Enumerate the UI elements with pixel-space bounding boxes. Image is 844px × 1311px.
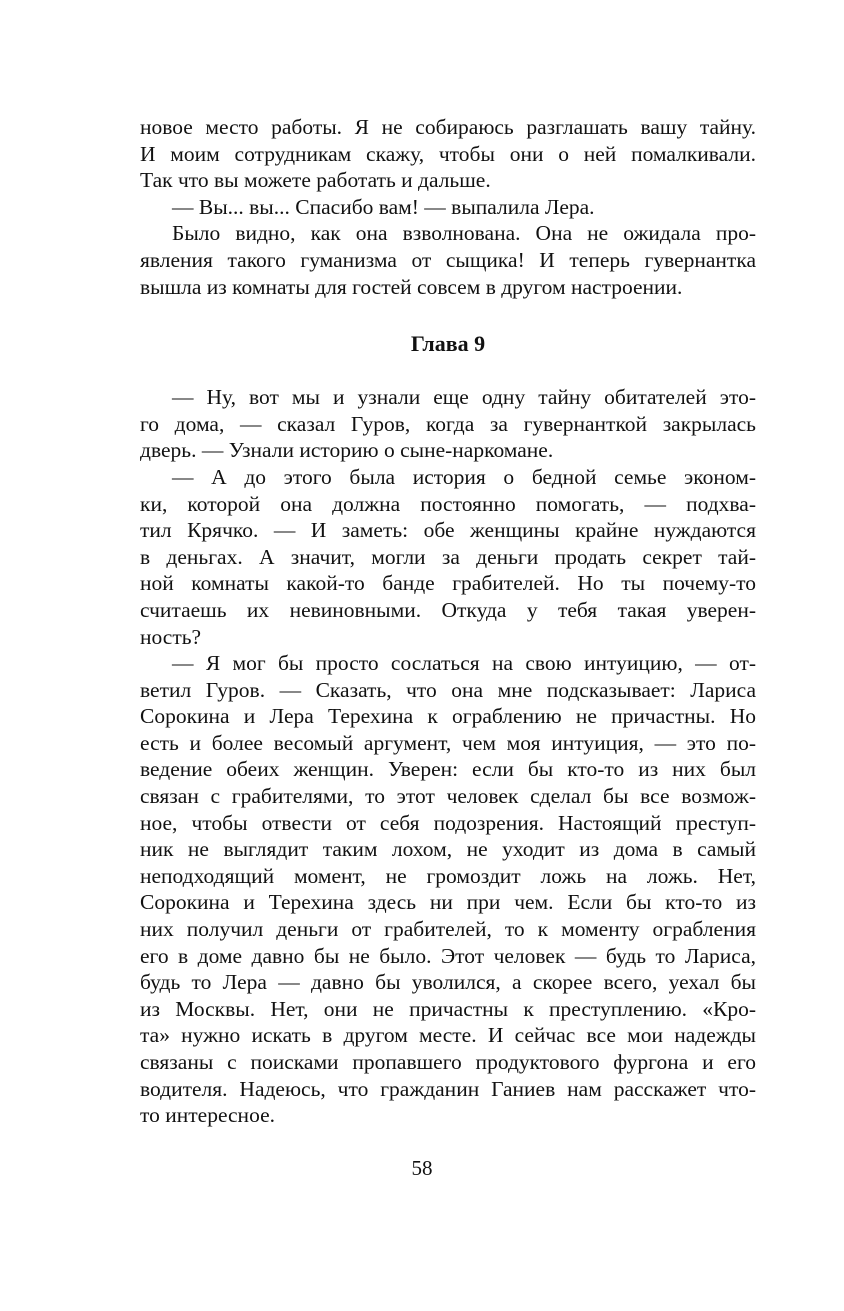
text-line: ки, которой она должна постоянно помогать, — подхва- (140, 491, 756, 516)
text-line: них получил деньги от грабителей, то к моменту ограбления (140, 917, 756, 942)
text-line: ветил Гуров. — Сказать, что она мне подсказывает: Лариса (140, 677, 756, 702)
text-line: есть и более весомый аргумент, чем моя интуиция, — это по- (140, 730, 756, 755)
text-line: ведение обеих женщин. Уверен: если бы кто-то из них был (140, 757, 756, 782)
text-line: то интересное. (140, 1103, 275, 1128)
paragraph (140, 194, 756, 221)
text-before-chapter (140, 114, 756, 300)
book-page (140, 114, 756, 1129)
text-line: Так что вы можете работать и дальше. (140, 168, 491, 193)
text-line: Сорокина и Лера Терехина к ограблению не причастны. Но (140, 704, 756, 729)
paragraph (140, 384, 756, 464)
text-line: — А до этого была история о бедной семье эконом- (172, 464, 756, 489)
text-line: его в доме давно бы не было. Этот человек — будь то Лариса, (140, 943, 756, 968)
paragraph (140, 114, 756, 194)
text-line: ное, чтобы отвести от себя подозрения. Настоящий преступ- (140, 810, 756, 835)
text-line: тил Крячко. — И заметь: обе женщины крайне нуждаются (140, 518, 756, 543)
text-line: И моим сотрудникам скажу, чтобы они о ней помалкивали. (140, 141, 756, 166)
text-line: дверь. — Узнали историю о сыне-наркомане. (140, 438, 554, 463)
chapter-heading: Глава 9 (410, 331, 486, 357)
text-line: водителя. Надеюсь, что гражданин Ганиев нам расскажет что- (140, 1076, 756, 1101)
paragraph (140, 220, 756, 300)
paragraph (140, 464, 756, 650)
paragraph (140, 650, 756, 1129)
text-line: ной комнаты какой-то банде грабителей. Но ты почему-то (140, 571, 756, 596)
text-line: в деньгах. А значит, могли за деньги продать секрет тай- (140, 544, 756, 569)
text-line: неподходящий момент, не громоздит ложь на ложь. Нет, (140, 863, 756, 888)
text-line: — Я мог бы просто сослаться на свою интуицию, — от- (172, 651, 756, 676)
chapter-body (140, 384, 756, 1129)
text-line: из Москвы. Нет, они не причастны к преступлению. «Кро- (140, 996, 756, 1021)
text-line: явления такого гуманизма от сыщика! И теперь гувернантка (140, 247, 756, 272)
text-line: го дома, — сказал Гуров, когда за гувернанткой закрылась (140, 411, 756, 436)
text-line: считаешь их невиновными. Откуда у тебя такая уверен- (140, 597, 756, 622)
text-line: Было видно, как она взволнована. Она не ожидала про- (172, 221, 756, 246)
text-line: Сорокина и Терехина здесь ни при чем. Если бы кто-то из (140, 890, 756, 915)
text-line: ник не выглядит таким лохом, не уходит из дома в самый (140, 837, 756, 862)
text-line: — Вы... вы... Спасибо вам! — выпалила Лера. (172, 194, 595, 219)
text-line: связан с грабителями, то этот человек сделал бы все возмож- (140, 784, 756, 809)
text-line: связаны с поисками пропавшего продуктового фургона и его (140, 1050, 756, 1074)
text-line: вышла из комнаты для гостей совсем в другом настроении. (140, 274, 683, 299)
text-line: ность? (140, 624, 202, 649)
page-number: 58 (411, 1156, 433, 1180)
text-line: новое место работы. Я не собираюсь разглашать вашу тайну. (140, 115, 756, 139)
text-line: будь то Лера — давно бы уволился, а скорее всего, уехал бы (140, 970, 756, 995)
text-line: — Ну, вот мы и узнали еще одну тайну обитателей это- (172, 385, 756, 410)
text-line: та» нужно искать в другом месте. И сейчас все мои надежды (140, 1023, 756, 1048)
